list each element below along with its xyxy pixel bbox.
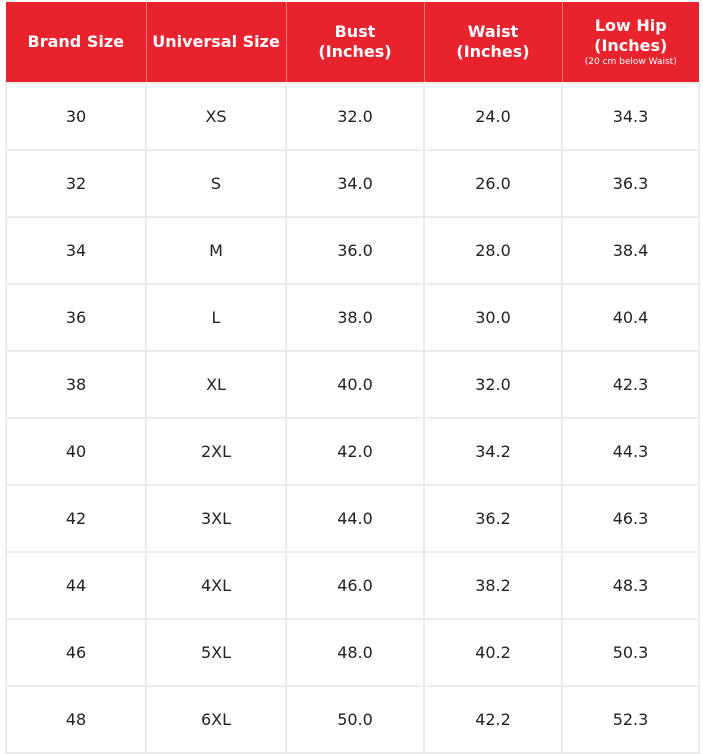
cell-brand-size: 32: [6, 150, 146, 217]
cell-bust: 46.0: [286, 552, 424, 619]
cell-universal-size: 4XL: [146, 552, 286, 619]
cell-brand-size: 34: [6, 217, 146, 284]
cell-universal-size: 6XL: [146, 686, 286, 753]
cell-universal-size: M: [146, 217, 286, 284]
cell-universal-size: XL: [146, 351, 286, 418]
size-chart-table: [5, 2, 700, 754]
cell-bust: 42.0: [286, 418, 424, 485]
table-row: [6, 552, 699, 619]
cell-bust: 50.0: [286, 686, 424, 753]
cell-bust: 36.0: [286, 217, 424, 284]
cell-low-hip: 44.3: [562, 418, 699, 485]
cell-low-hip: 38.4: [562, 217, 699, 284]
cell-low-hip: 50.3: [562, 619, 699, 686]
header-waist: [424, 2, 562, 83]
cell-low-hip: 36.3: [562, 150, 699, 217]
cell-waist: 34.2: [424, 418, 562, 485]
header-label: Low Hip: [594, 16, 667, 35]
cell-brand-size: 44: [6, 552, 146, 619]
cell-low-hip: 42.3: [562, 351, 699, 418]
header-bust: [286, 2, 424, 83]
cell-universal-size: 2XL: [146, 418, 286, 485]
cell-bust: 32.0: [286, 83, 424, 150]
cell-bust: 40.0: [286, 351, 424, 418]
cell-low-hip: 46.3: [562, 485, 699, 552]
cell-bust: 38.0: [286, 284, 424, 351]
table-row: [6, 83, 699, 150]
cell-universal-size: XS: [146, 83, 286, 150]
cell-brand-size: 42: [6, 485, 146, 552]
cell-waist: 42.2: [424, 686, 562, 753]
cell-brand-size: 30: [6, 83, 146, 150]
header-label: Bust: [334, 22, 376, 41]
table-row: [6, 686, 699, 753]
header-low-hip: [562, 2, 699, 83]
cell-low-hip: 52.3: [562, 686, 699, 753]
header-row: [6, 2, 699, 83]
header-unit: (Inches): [456, 42, 530, 61]
table-row: [6, 619, 699, 686]
cell-waist: 30.0: [424, 284, 562, 351]
size-chart-header: [6, 2, 699, 83]
table-row: [6, 150, 699, 217]
cell-bust: 48.0: [286, 619, 424, 686]
cell-universal-size: 5XL: [146, 619, 286, 686]
size-chart-body: [6, 83, 699, 753]
table-row: [6, 351, 699, 418]
table-row: [6, 284, 699, 351]
header-note: (20 cm below Waist): [584, 57, 677, 67]
cell-waist: 38.2: [424, 552, 562, 619]
cell-universal-size: S: [146, 150, 286, 217]
cell-brand-size: 40: [6, 418, 146, 485]
cell-low-hip: 34.3: [562, 83, 699, 150]
cell-bust: 34.0: [286, 150, 424, 217]
header-universal-size: [146, 2, 286, 83]
cell-waist: 32.0: [424, 351, 562, 418]
cell-waist: 36.2: [424, 485, 562, 552]
table-row: [6, 217, 699, 284]
header-label: Universal Size: [152, 32, 280, 51]
header-label: Waist: [467, 22, 519, 41]
cell-universal-size: 3XL: [146, 485, 286, 552]
cell-low-hip: 40.4: [562, 284, 699, 351]
cell-brand-size: 46: [6, 619, 146, 686]
header-unit: (Inches): [318, 42, 392, 61]
cell-waist: 26.0: [424, 150, 562, 217]
cell-universal-size: L: [146, 284, 286, 351]
cell-waist: 28.0: [424, 217, 562, 284]
header-unit: (Inches): [594, 36, 668, 55]
cell-waist: 24.0: [424, 83, 562, 150]
cell-waist: 40.2: [424, 619, 562, 686]
cell-low-hip: 48.3: [562, 552, 699, 619]
header-brand-size: [6, 2, 146, 83]
cell-brand-size: 48: [6, 686, 146, 753]
cell-bust: 44.0: [286, 485, 424, 552]
table-row: [6, 485, 699, 552]
header-label: Brand Size: [27, 32, 124, 51]
cell-brand-size: 36: [6, 284, 146, 351]
cell-brand-size: 38: [6, 351, 146, 418]
table-row: [6, 418, 699, 485]
